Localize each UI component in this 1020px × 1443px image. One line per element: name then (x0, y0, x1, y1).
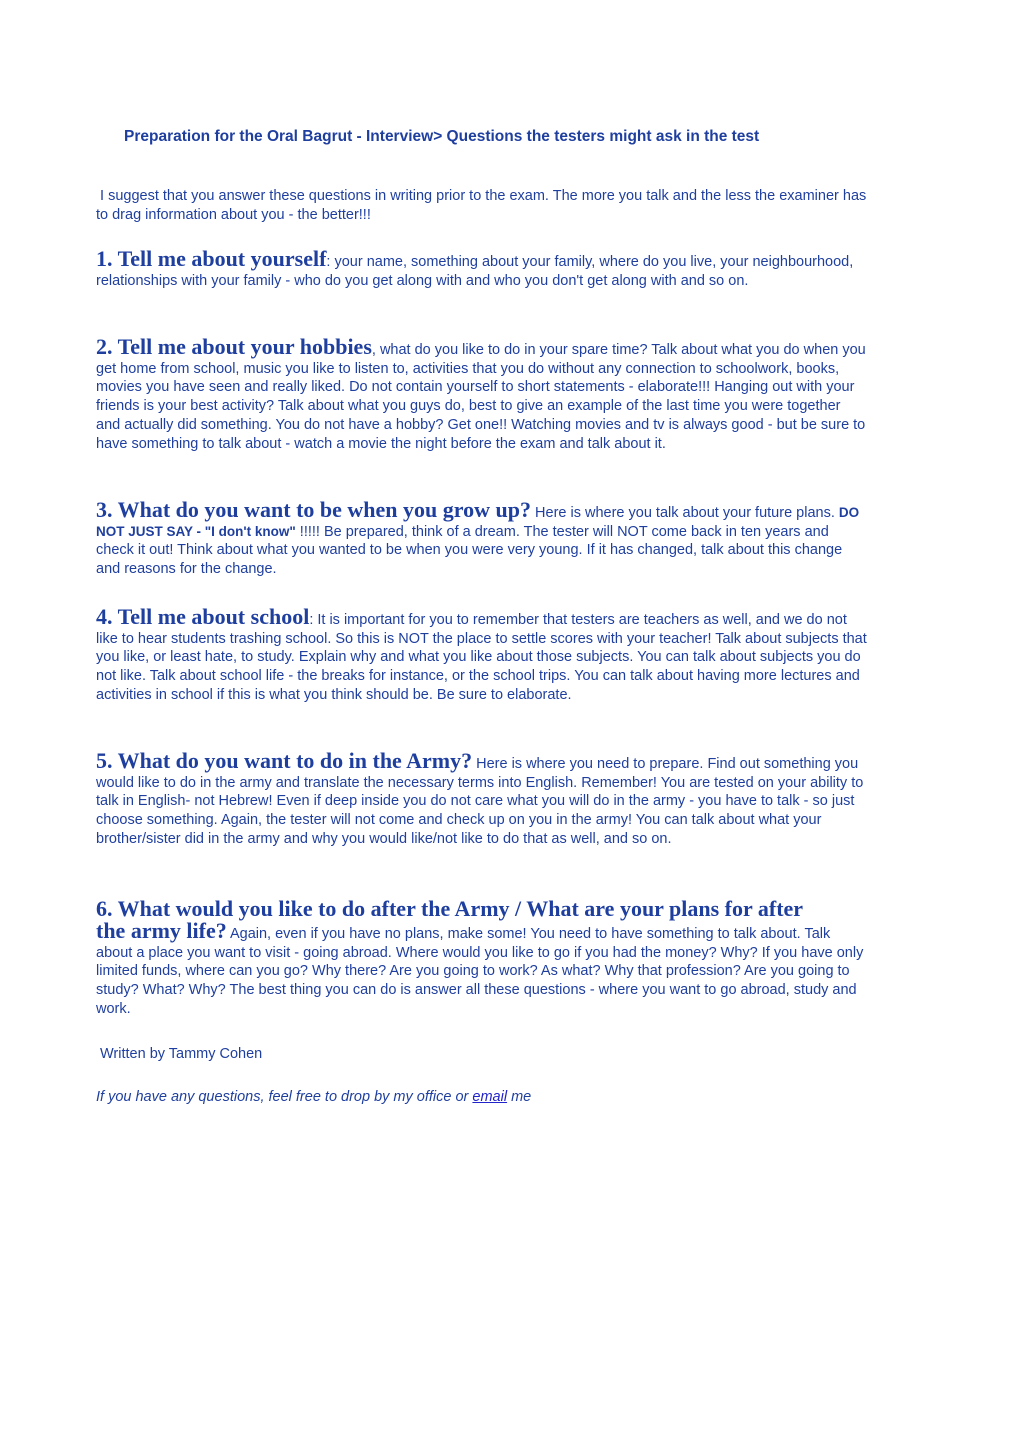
section-3-body-a: Here is where you talk about your future plans. (531, 505, 839, 521)
section-2 (96, 334, 868, 453)
email-link[interactable]: email (472, 1089, 508, 1105)
intro-text: I suggest that you answer these questions in writing prior to the exam. The more you talk and the less the examiner has to drag information about you - the better!!! (96, 188, 867, 223)
section-5 (96, 748, 868, 849)
section-4 (96, 604, 868, 705)
footer-text-before: If you have any questions, feel free to drop by my office or (96, 1089, 473, 1105)
section-4-body: : It is important for you to remember that testers are teachers as well, and we do not like to hear students trashing school. So this is NOT the place to settle scores with your teacher! Talk about subjects that you like, or least hate, to study. Explain why and what you like about those subjects. You can talk about subjects you do not like. Talk about school life - the breaks for instance, or the school trips. You can talk about having more lectures and activities in school if this is what you think should be. Be sure to elaborate. (96, 612, 867, 703)
section-3 (96, 497, 868, 579)
section-2-body: , what do you like to do in your spare time? Talk about what you do when you get home from school, music you like to listen to, activities that you do without any connection to schoolwork, books, movies you have seen and really liked. Do not contain yourself to short statements - elaborate!!! Hanging out with your friends is your best activity? Talk about what you guys do, best to give an example of the last time you were together and actually did something. You do not have a hobby? Get one!! Watching movies and tv is always good - but be sure to have something to talk about - watch a movie the night before the exam and talk about it. (96, 342, 866, 452)
section-1-body: : your name, something about your family, where do you live, your neighbourhood, relationships with your family - who do you get along with and who you don't get along with and so on. (96, 254, 854, 289)
section-6-body: Again, even if you have no plans, make some! You need to have something to talk about. Talk about a place you want to visit - going abroad. Where would you like to go if you had the money? Why? If you have only limited funds, where can you go? Why there? Are you going to work? As what? Why that profession? Are you going to study? What? Why? The best thing you can do is answer all these questions - where you want to go abroad, study and work. (96, 926, 864, 1017)
section-6 (96, 895, 868, 1019)
section-3-heading: 3. What do you want to be when you grow up? (96, 497, 531, 522)
section-6-heading-line2: the army life? (96, 918, 227, 943)
section-1-heading: 1. Tell me about yourself (96, 246, 327, 271)
section-2-heading: 2. Tell me about your hobbies (96, 334, 372, 359)
section-5-body: Here is where you need to prepare. Find out something you would like to do in the army and translate the necessary terms into English. Remember! You are tested on your ability to talk in English- not Hebrew! Even if deep inside you do not care what you will do in the army - you have to talk - so just choose something. Again, the tester will not come and check up on you in the army! You can talk about what your brother/sister did in the army and why you would like/not like to do that as well, and so on. (96, 756, 864, 847)
intro-paragraph (96, 187, 868, 225)
footer-note (96, 1089, 531, 1105)
section-6-heading-line1: 6. What would you like to do after the Army / What are your plans for after (96, 896, 804, 921)
section-3-emphasis: DO NOT JUST SAY - "I don't know" (96, 505, 860, 539)
byline: Written by Tammy Cohen (100, 1046, 263, 1062)
section-1 (96, 246, 868, 290)
section-4-heading: 4. Tell me about school (96, 604, 310, 629)
footer-text-after: me (507, 1089, 532, 1105)
section-3-body-b: !!!!! Be prepared, think of a dream. The tester will NOT come back in ten years and check it out! Think about what you wanted to be when you were very young. If it has changed, talk about this change and reasons for the change. (96, 523, 843, 578)
section-5-heading: 5. What do you want to do in the Army? (96, 748, 473, 773)
document-title: Preparation for the Oral Bagrut - Interview> Questions the testers might ask in the test (124, 128, 760, 145)
